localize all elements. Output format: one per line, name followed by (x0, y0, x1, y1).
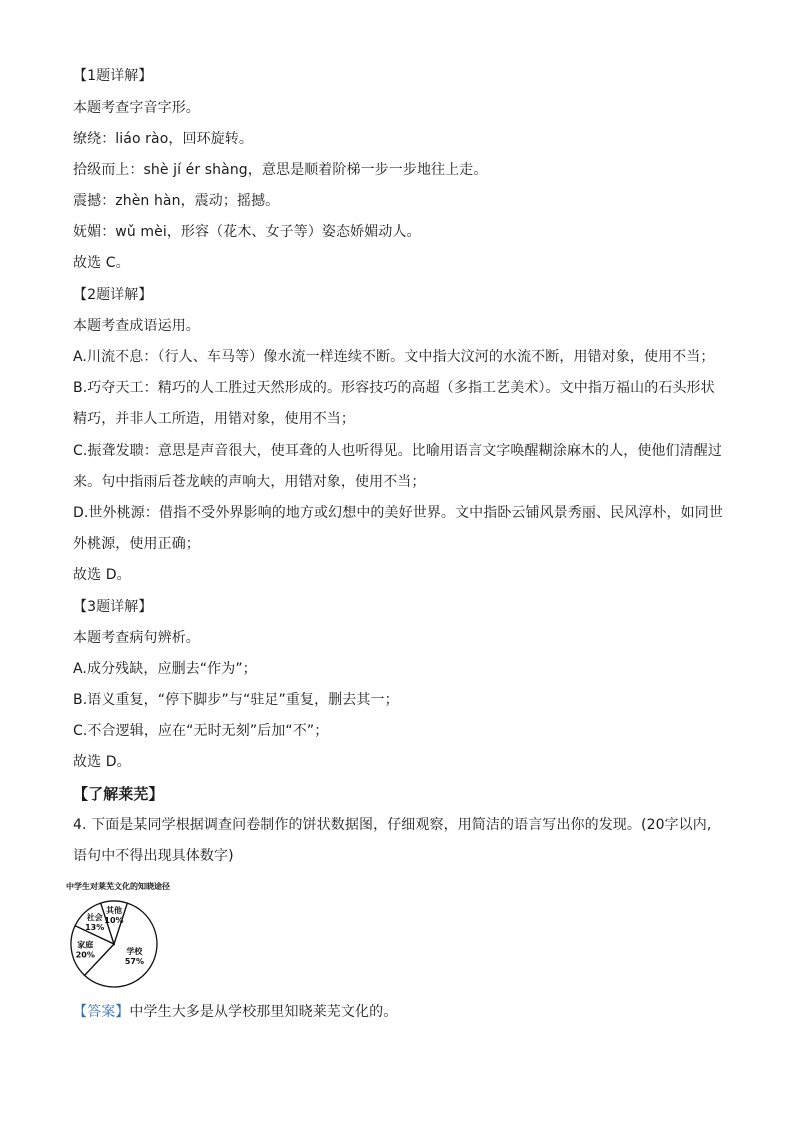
paragraph-line: D.世外桃源：借指不受外界影响的地方或幻想中的美好世界。文中指卧云铺风景秀丽、民风淳朴，如同世 (73, 505, 723, 521)
pie-slice-value-label: 13% (85, 923, 105, 933)
pie-slice-label: 社会 (86, 913, 103, 923)
paragraph-line: 外桃源，使用正确； (73, 536, 200, 552)
pie-slice-label: 学校 (126, 947, 143, 956)
question-4-line-1: 4. 下面是某同学根据调查问卷制作的饼状数据图，仔细观察，用简洁的语言写出你的发现。(20字以内, (73, 817, 712, 833)
paragraph-line: B.语义重复，“停下脚步”与“驻足”重复，删去其一； (73, 692, 399, 708)
pie-slice-label: 其他 (106, 905, 122, 915)
paragraph-line: 震撼：zhèn hàn，震动；摇撼。 (73, 193, 280, 209)
pie-slice-value-label: 57% (124, 957, 144, 966)
paragraph-line: 故选 D。 (73, 754, 131, 770)
paragraph-line: A.成分残缺，应删去“作为”； (73, 661, 257, 677)
paragraph-line: 故选 D。 (73, 567, 131, 583)
paragraph-line: 本题考查字音字形。 (73, 100, 200, 116)
section-title: 【了解莱芜】 (73, 785, 164, 803)
q2-heading: 【2题详解】 (73, 287, 153, 303)
paragraph-line: 妩媚：wǔ mèi，形容（花木、女子等）姿态娇媚动人。 (73, 224, 421, 240)
paragraph-line: 故选 C。 (73, 255, 130, 271)
paragraph-line: C.不合逻辑，应在“无时无刻”后加“不”； (73, 723, 329, 739)
paragraph-line: 精巧，并非人工所造，用错对象，使用不当； (73, 411, 355, 427)
q3-heading: 【3题详解】 (73, 599, 153, 615)
paragraph-line: A.川流不息：（行人、车马等）像水流一样连续不断。文中指大汶河的水流不断，用错对象，使用不当； (73, 349, 715, 365)
paragraph-line: 来。句中指雨后苍龙峡的声响大，用错对象，使用不当； (73, 474, 426, 490)
paragraph-line: C.振聋发聩：意思是声音很大，使耳聋的人也听得见。比喻用语言文字唤醒糊涂麻木的人，使他们清醒过 (73, 443, 722, 459)
q1-heading: 【1题详解】 (73, 68, 153, 84)
pie-chart (64, 878, 214, 993)
pie-slice-label: 家庭 (77, 940, 94, 950)
answer-tag: 【答案】 (73, 1004, 130, 1020)
pie-slice-value-label: 10% (104, 915, 124, 925)
chart-title: 中学生对莱芜文化的知晓途径 (66, 881, 170, 891)
question-4-line-2: 语句中不得出现具体数字) (73, 848, 234, 864)
paragraph-line: 缭绕：liáo rào，回环旋转。 (73, 131, 253, 147)
pie-slice-value-label: 20% (75, 950, 95, 960)
answer-text: 中学生大多是从学校那里知晓莱芜文化的。 (129, 1004, 398, 1020)
answer-line (73, 1002, 397, 1022)
paragraph-line: 本题考查病句辨析。 (73, 630, 200, 646)
paragraph-line: 拾级而上：shè jí ér shàng，意思是顺着阶梯一步一步地往上走。 (73, 162, 488, 178)
paragraph-line: B.巧夺天工：精巧的人工胜过天然形成的。形容技巧的高超（多指工艺美术）。文中指万福山的石头形状 (73, 380, 715, 396)
paragraph-line: 本题考查成语运用。 (73, 318, 200, 334)
